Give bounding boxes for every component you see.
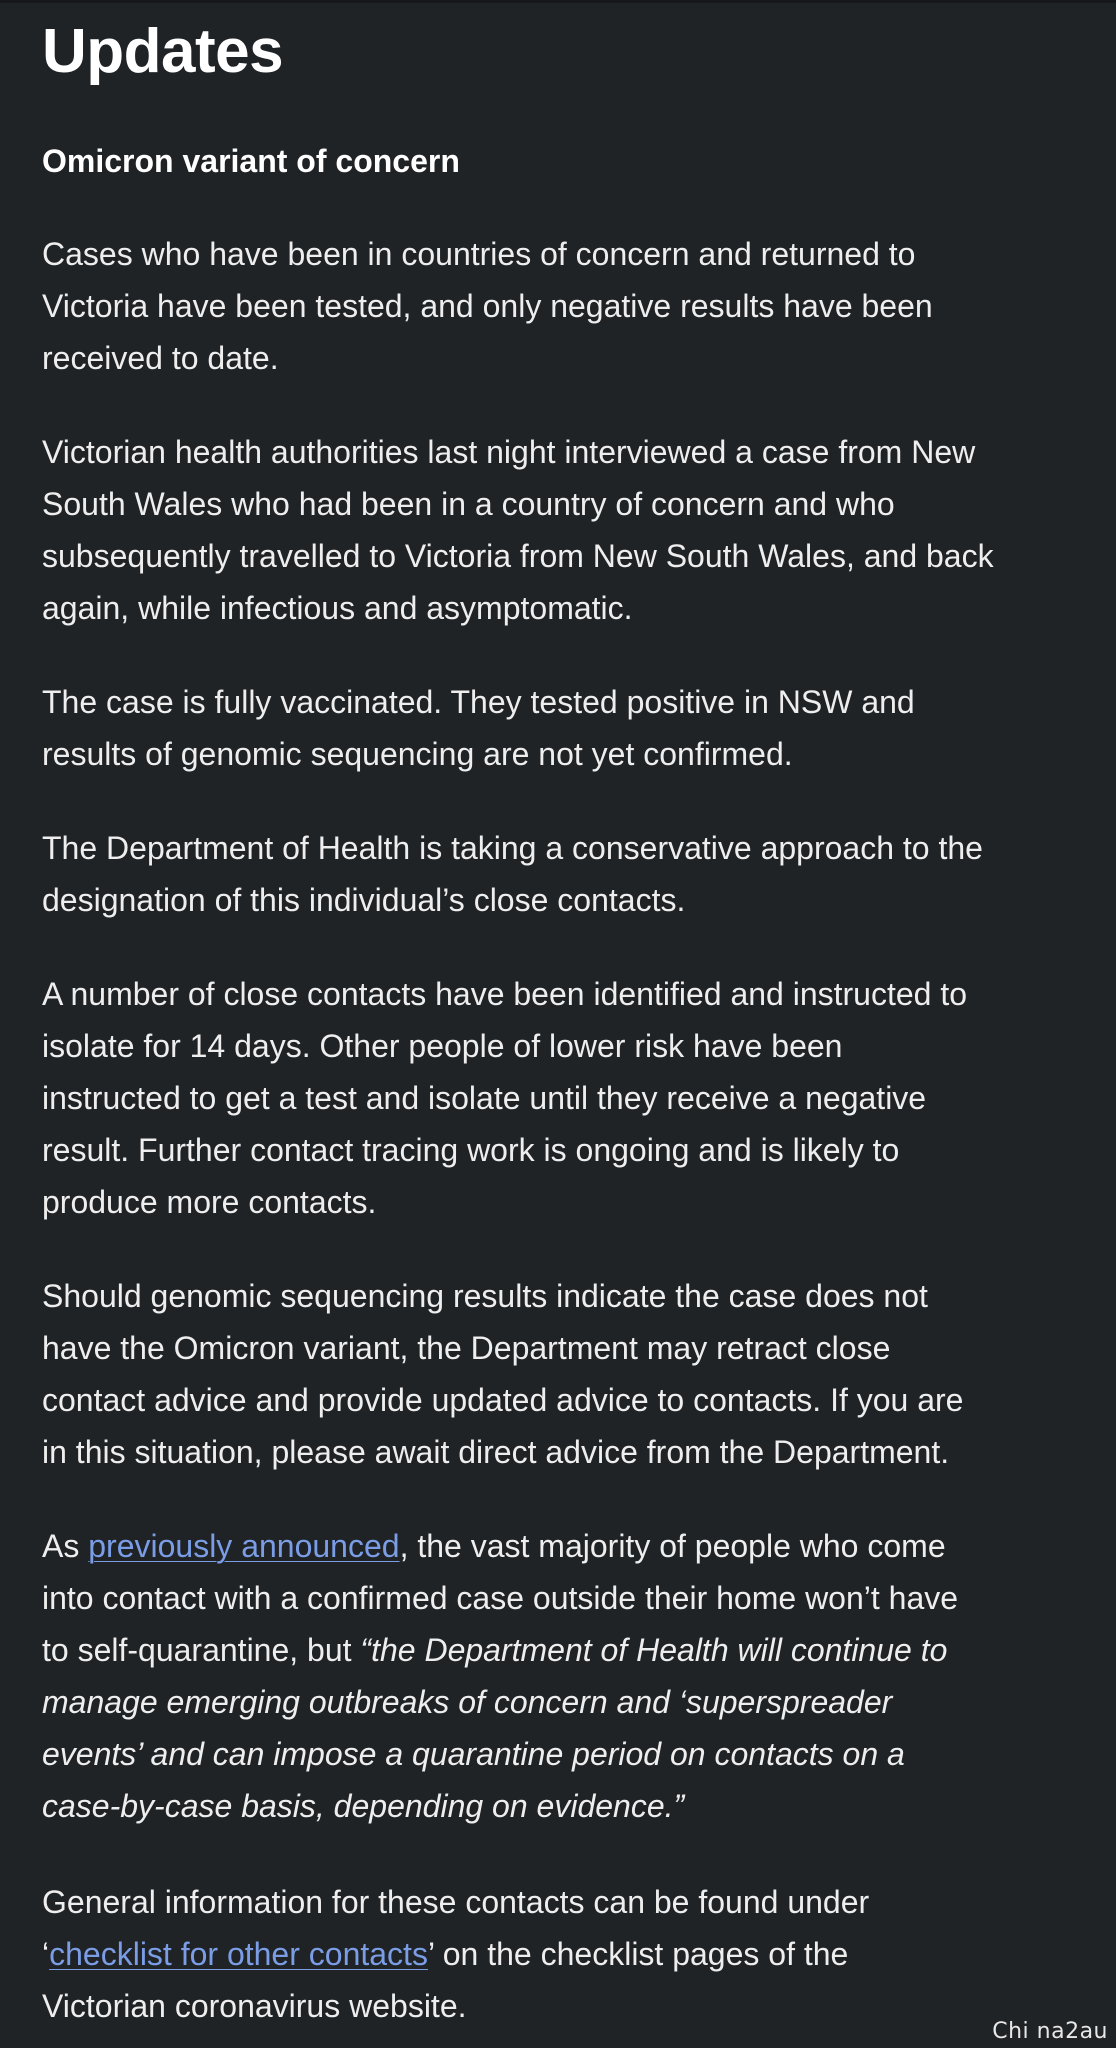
- paragraph-line: result. Further contact tracing work is ongoing and is likely to: [42, 1132, 900, 1168]
- paragraph-line: South Wales who had been in a country of concern and who: [42, 486, 895, 522]
- text-run: , the vast majority of people who come: [399, 1528, 946, 1564]
- paragraph-8: [42, 1876, 1082, 2032]
- paragraph-line: subsequently travelled to Victoria from New South Wales, and back: [42, 538, 994, 574]
- text-run: to self-quarantine, but: [42, 1632, 361, 1668]
- watermark: Chi na2au: [992, 2019, 1108, 2044]
- text-run: ‘: [42, 1936, 50, 1972]
- previously-announced-link[interactable]: previously announced: [88, 1528, 400, 1564]
- quote-text: manage emerging outbreaks of concern and ‘superspreader: [42, 1684, 893, 1720]
- paragraph-line: have the Omicron variant, the Department may retract close: [42, 1330, 891, 1366]
- paragraph-line: into contact with a confirmed case outside their home won’t have: [42, 1580, 959, 1616]
- paragraph-line: results of genomic sequencing are not yet confirmed.: [42, 736, 793, 772]
- top-border: [0, 0, 1116, 3]
- quote-text: case-by-case basis, depending on evidence.”: [42, 1788, 685, 1824]
- paragraph-line: Victorian coronavirus website.: [42, 1988, 467, 2024]
- page-title: Updates: [42, 17, 284, 86]
- paragraph-6: [42, 1270, 1082, 1478]
- paragraph-line: [42, 1928, 1082, 1980]
- paragraph-line: General information for these contacts can be found under: [42, 1884, 870, 1920]
- paragraph-line: Should genomic sequencing results indicate the case does not: [42, 1278, 928, 1314]
- paragraph-line: received to date.: [42, 340, 279, 376]
- paragraph-line: Cases who have been in countries of concern and returned to: [42, 236, 916, 272]
- paragraph-line: in this situation, please await direct advice from the Department.: [42, 1434, 950, 1470]
- section-heading: Omicron variant of concern: [42, 143, 460, 179]
- quote-text: events’ and can impose a quarantine period on contacts on a: [42, 1736, 905, 1772]
- paragraph-1: [42, 228, 1082, 384]
- paragraph-line: The case is fully vaccinated. They tested positive in NSW and: [42, 684, 915, 720]
- paragraph-line: instructed to get a test and isolate until they receive a negative: [42, 1080, 927, 1116]
- text-run: As: [42, 1528, 89, 1564]
- paragraph-line: [42, 1676, 1082, 1728]
- paragraph-line: [42, 1728, 1082, 1780]
- paragraph-line: Victorian health authorities last night interviewed a case from New: [42, 434, 976, 470]
- paragraph-4: [42, 822, 1082, 926]
- checklist-other-contacts-link[interactable]: checklist for other contacts: [49, 1936, 428, 1972]
- paragraph-line: [42, 1520, 1082, 1572]
- paragraph-line: again, while infectious and asymptomatic.: [42, 590, 633, 626]
- paragraph-line: produce more contacts.: [42, 1184, 377, 1220]
- quote-text: “the Department of Health will continue to: [360, 1632, 948, 1668]
- paragraph-3: [42, 676, 1082, 780]
- paragraph-line: contact advice and provide updated advice to contacts. If you are: [42, 1382, 964, 1418]
- paragraph-line: isolate for 14 days. Other people of lower risk have been: [42, 1028, 843, 1064]
- paragraph-7: [42, 1520, 1082, 1832]
- paragraph-line: The Department of Health is taking a conservative approach to the: [42, 830, 983, 866]
- paragraph-2: [42, 426, 1082, 634]
- paragraph-line: Victoria have been tested, and only negative results have been: [42, 288, 933, 324]
- paragraph-line: [42, 1780, 1082, 1832]
- paragraph-5: [42, 968, 1082, 1228]
- paragraph-line: A number of close contacts have been identified and instructed to: [42, 976, 968, 1012]
- paragraph-line: designation of this individual’s close contacts.: [42, 882, 686, 918]
- paragraph-line: [42, 1624, 1082, 1676]
- text-run: ’ on the checklist pages of the: [427, 1936, 849, 1972]
